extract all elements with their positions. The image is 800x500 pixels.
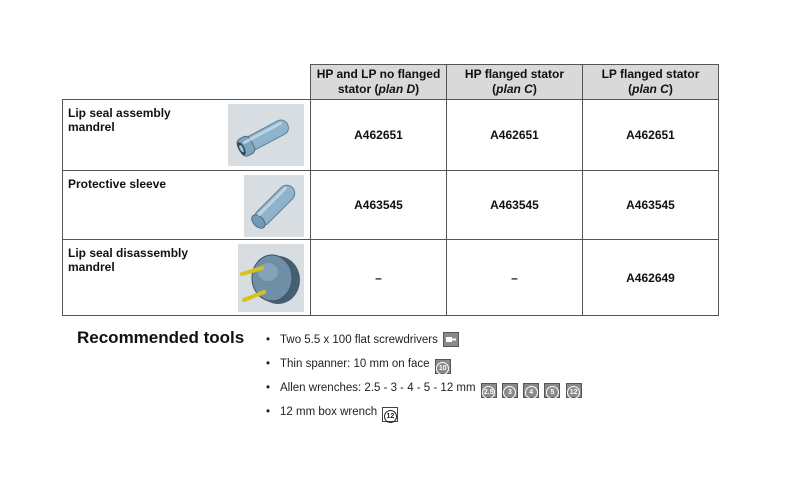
allen-icon — [544, 383, 560, 398]
header-sub-italic: plan D — [378, 82, 416, 96]
part-cell — [63, 100, 311, 171]
part-code: A462651 — [447, 100, 583, 171]
part-code: A463545 — [447, 171, 583, 240]
table-header-row — [63, 65, 719, 100]
tool-text: Thin spanner: 10 mm on face — [280, 358, 430, 370]
spanner-icon-label: 10 — [436, 362, 449, 375]
allen-icon — [481, 383, 497, 398]
bullet: • — [266, 406, 271, 418]
allen-icon-label: 4 — [525, 386, 538, 399]
allen-icon — [502, 383, 518, 398]
part-name: Lip seal assembly mandrel — [68, 106, 171, 134]
part-code: A462651 — [583, 100, 719, 171]
part-code: A462651 — [311, 100, 447, 171]
header-sub-italic: plan C — [632, 82, 669, 96]
allen-icon-label: 3 — [503, 386, 516, 399]
header-sub-prefix: ( — [628, 82, 633, 96]
list-item — [266, 332, 582, 356]
disassembly-mandrel-image — [238, 244, 304, 312]
allen-icon-label: 12 — [567, 386, 580, 399]
mandrel-image — [228, 104, 304, 166]
header-lp-flanged — [583, 65, 719, 100]
box-wrench-icon-label: 12 — [384, 410, 397, 423]
allen-icon — [566, 383, 582, 398]
header-main: LP flanged stator — [601, 67, 700, 81]
part-code: – — [447, 240, 583, 316]
header-sub-suffix: ) — [532, 82, 537, 96]
part-cell — [63, 240, 311, 316]
part-name: Protective sleeve — [68, 177, 167, 191]
header-sub-suffix: ) — [668, 82, 673, 96]
header-hp-flanged — [447, 65, 583, 100]
header-plan-d — [311, 65, 447, 100]
bullet: • — [266, 382, 271, 394]
list-item — [266, 356, 582, 380]
part-code: A463545 — [311, 171, 447, 240]
tool-text: Allen wrenches: 2.5 - 3 - 4 - 5 - 12 mm — [280, 382, 476, 394]
bullet: • — [266, 358, 271, 370]
tool-text: 12 mm box wrench — [280, 406, 378, 418]
header-sub-italic: plan C — [496, 82, 533, 96]
header-main: HP and LP no flanged — [316, 67, 441, 81]
allen-icon-label: 5 — [546, 386, 559, 399]
part-name: Lip seal disassembly mandrel — [68, 246, 189, 274]
header-sub-suffix: ) — [415, 82, 420, 96]
allen-icon — [523, 383, 539, 398]
part-cell — [63, 171, 311, 240]
corner-cell — [63, 65, 311, 100]
tool-text: Two 5.5 x 100 flat screwdrivers — [280, 334, 438, 346]
recommended-tools-title: Recommended tools — [77, 328, 245, 347]
header-sub-prefix: ( — [492, 82, 497, 96]
header-sub-prefix: stator ( — [337, 82, 379, 96]
allen-icon-label: 2.5 — [482, 386, 495, 399]
table-row — [63, 240, 719, 316]
spanner-icon — [435, 359, 451, 374]
list-item — [266, 380, 582, 404]
part-code: – — [311, 240, 447, 316]
part-code: A462649 — [583, 240, 719, 316]
box-wrench-icon — [382, 407, 398, 422]
tooling-table — [62, 64, 719, 316]
sleeve-image — [244, 175, 304, 237]
flat-screwdriver-icon — [443, 332, 459, 347]
table-row — [63, 100, 719, 171]
header-main: HP flanged stator — [464, 67, 565, 81]
bullet: • — [266, 334, 271, 346]
tools-list — [266, 332, 582, 428]
list-item — [266, 404, 582, 428]
part-code: A463545 — [583, 171, 719, 240]
table-row — [63, 171, 719, 240]
